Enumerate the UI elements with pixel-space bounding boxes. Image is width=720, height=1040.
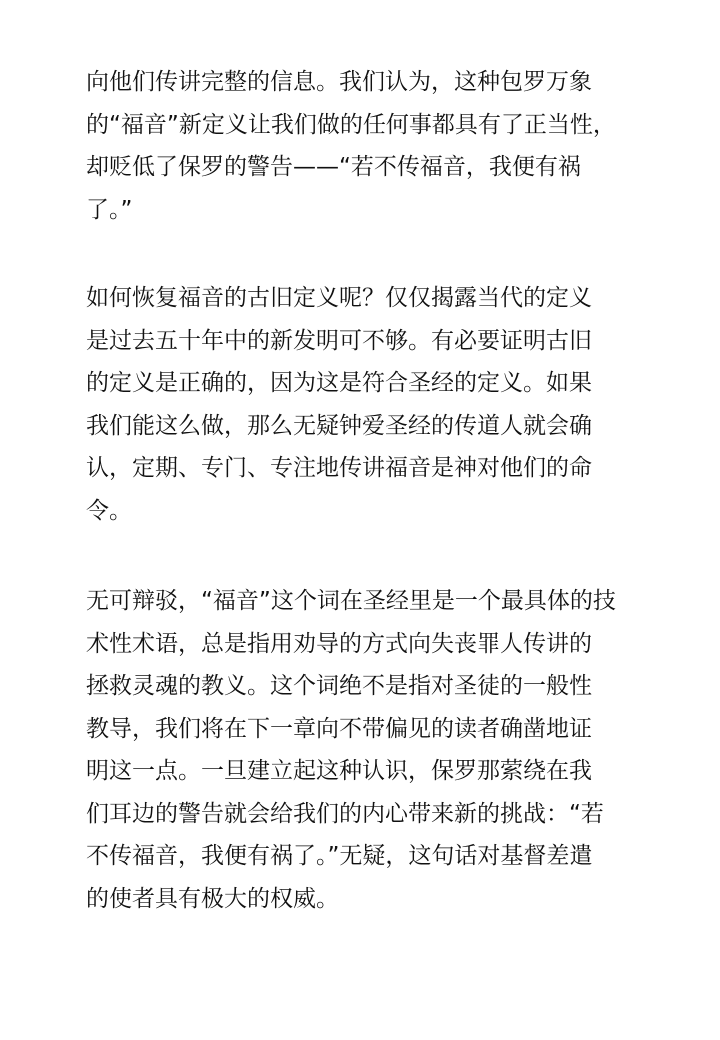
paragraph-1 bbox=[86, 61, 646, 231]
paragraph-line: 不传福音，我便有祸了。”无疑，这句话对基督差遣 bbox=[86, 843, 593, 869]
paragraph-line: 认，定期、专门、专注地传讲福音是神对他们的命 bbox=[86, 455, 592, 481]
paragraph-line: 们耳边的警告就会给我们的内心带来新的挑战：“若 bbox=[86, 800, 604, 827]
paragraph-line: 的使者具有极大的权威。 bbox=[86, 885, 339, 912]
paragraph-line: 却贬低了保罗的警告——“若不传福音，我便有祸 bbox=[86, 154, 581, 180]
paragraph-line: 无可辩驳，“福音”这个词在圣经里是一个最具体的技 bbox=[86, 588, 616, 614]
paragraph-line: 是过去五十年中的新发明可不够。有必要证明古旧 bbox=[86, 327, 592, 354]
paragraph-line: 的定义是正确的，因为这是符合圣经的定义。如果 bbox=[86, 370, 592, 396]
paragraph-line: 我们能这么做，那么无疑钟爱圣经的传道人就会确 bbox=[86, 412, 592, 439]
paragraph-3 bbox=[86, 580, 646, 920]
paragraph-line: 的“福音”新定义让我们做的任何事都具有了正当性， bbox=[86, 111, 616, 138]
paragraph-line: 向他们传讲完整的信息。我们认为，这种包罗万象 bbox=[86, 69, 592, 95]
paragraph-line: 如何恢复福音的古旧定义呢？仅仅揭露当代的定义 bbox=[86, 285, 592, 311]
paragraph-2 bbox=[86, 277, 646, 532]
paragraph-line: 拯救灵魂的教义。这个词绝不是指对圣徒的一般性 bbox=[86, 673, 592, 699]
paragraph-line: 术性术语，总是指用劝导的方式向失丧罪人传讲的 bbox=[86, 630, 592, 657]
paragraph-line: 令。 bbox=[86, 497, 132, 524]
paragraph-line: 教导，我们将在下一章向不带偏见的读者确凿地证 bbox=[86, 715, 592, 742]
paragraph-line: 了。” bbox=[86, 196, 133, 223]
paragraph-line: 明这一点。一旦建立起这种认识，保罗那萦绕在我 bbox=[86, 758, 592, 784]
